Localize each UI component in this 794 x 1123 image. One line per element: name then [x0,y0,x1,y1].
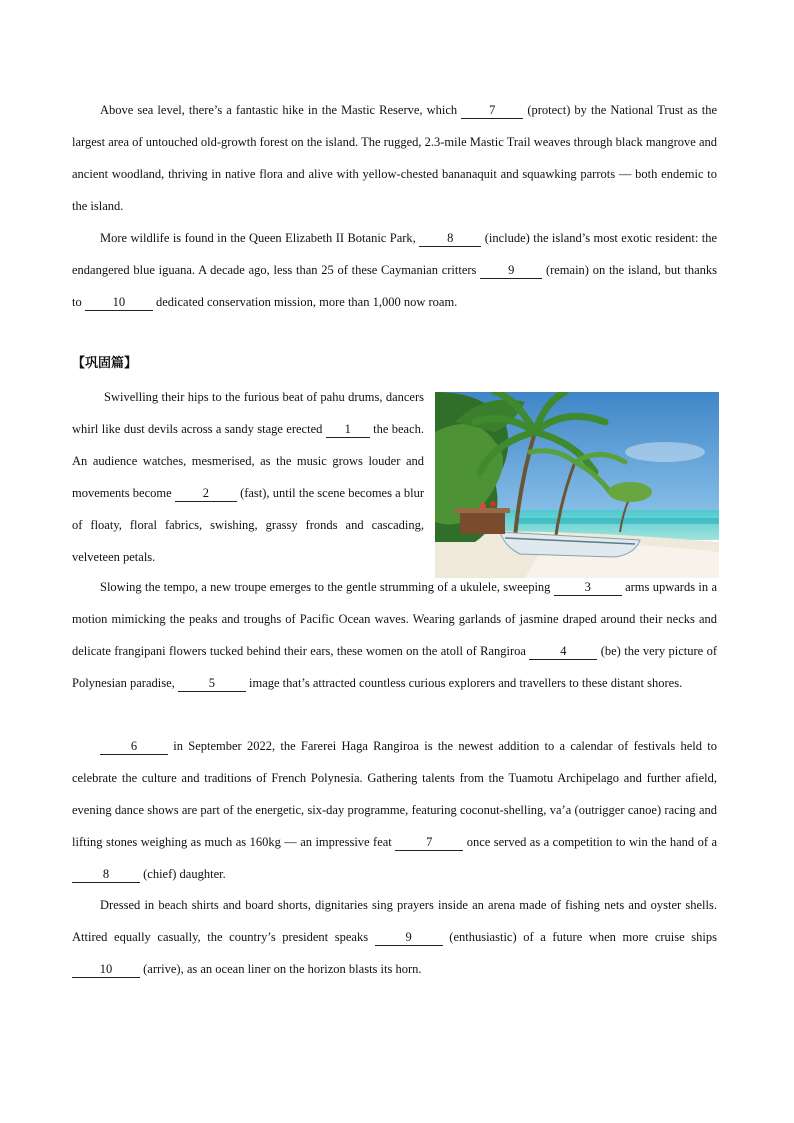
text-run: Dressed in beach shirts and board shorts, dignitaries sing prayers inside an arena made of fishing nets and oyster shells. Attired equally casually, the country’s president speaks [72,898,717,944]
text-run: in September 2022, the Farerei Haga Rangiroa is the newest addition to a calendar of festivals held to celebrate the culture and traditions of French Polynesia. Gathering talents from the Tuamotu Archipelago and further afield, evening dance shows are part of the energetic, six-day programme, featuring coconut-shelling, va’a (outrigger canoe) racing and lifting stones weighing as much as 160kg — an impressive feat [72,739,718,849]
blank-10[interactable]: 10 [85,295,153,311]
text-run: Slowing the tempo, a new troupe emerges to the gentle strumming of a ukulele, sweeping [100,580,551,594]
section-heading: 【巩固篇】 [72,356,138,371]
blank-7[interactable]: 7 [461,103,523,119]
text-run: Above sea level, there’s a fantastic hike in the Mastic Reserve, which [100,103,458,117]
text-run: arms upwards in a motion mimicking the peaks and troughs of Pacific Ocean waves. Wearing garlands of jasmine draped around their necks and delicate frangipani flowers tucked behind their ears, these women on the atoll of Rangiroa [72,580,717,658]
blank-3[interactable]: 3 [554,580,622,596]
beach-photo-illustration [435,392,719,578]
blank-10b[interactable]: 10 [72,962,140,978]
blank-8b[interactable]: 8 [72,867,140,883]
paragraph-troupe [72,571,717,699]
text-run: Swivelling their hips to the furious beat of pahu drums, dancers whirl like dust devils across a sandy stage erected [72,390,424,436]
text-run: (protect) by the National Trust as the largest area of untouched old-growth forest on the island. The rugged, 2.3-mile Mastic Trail weaves through black mangrove and ancient woodland, thriving in native flora and alive with yellow-chested bananaquit and squawking parrots — both endemic to the island. [72,103,718,213]
text-run: (chief) daughter. [143,867,226,881]
paragraph-mastic-reserve [72,94,717,222]
blank-2[interactable]: 2 [175,486,237,502]
beach-photo [435,392,719,578]
blank-1[interactable]: 1 [326,422,370,438]
text-run: (fast), until the scene becomes a blur of floaty, floral fabrics, swishing, grassy fronds and cascading, velveteen petals. [72,486,425,564]
blank-5[interactable]: 5 [178,676,246,692]
blank-8[interactable]: 8 [419,231,481,247]
text-run: dedicated conservation mission, more than 1,000 now roam. [155,295,458,309]
paragraph-dignitaries [72,889,717,985]
blank-7b[interactable]: 7 [395,835,463,851]
blank-9[interactable]: 9 [480,263,542,279]
text-run: (enthusiastic) of a future when more cruise ships [449,930,717,944]
text-run: More wildlife is found in the Queen Elizabeth II Botanic Park, [100,231,416,245]
blank-4[interactable]: 4 [529,644,597,660]
text-run: (include) the island’s most exotic resident: the endangered blue iguana. A decade ago, less than 25 of these Caymanian critters [72,231,718,277]
text-run: image that’s attracted countless curious explorers and travellers to these distant shores. [249,676,683,690]
text-run: once served as a competition to win the hand of a [466,835,718,849]
blank-9b[interactable]: 9 [375,930,443,946]
text-run: (arrive), as an ocean liner on the horizon blasts its horn. [143,962,422,976]
paragraph-dancers [72,381,424,573]
text-run: the beach. An audience watches, mesmerised, as the music grows louder and movements become [72,422,425,500]
blank-6[interactable]: 6 [100,739,168,755]
text-run: (remain) on the island, but thanks to [72,263,718,309]
text-run: (be) the very picture of Polynesian paradise, [72,644,717,690]
paragraph-botanic-park [72,222,717,318]
paragraph-festival [72,730,717,890]
